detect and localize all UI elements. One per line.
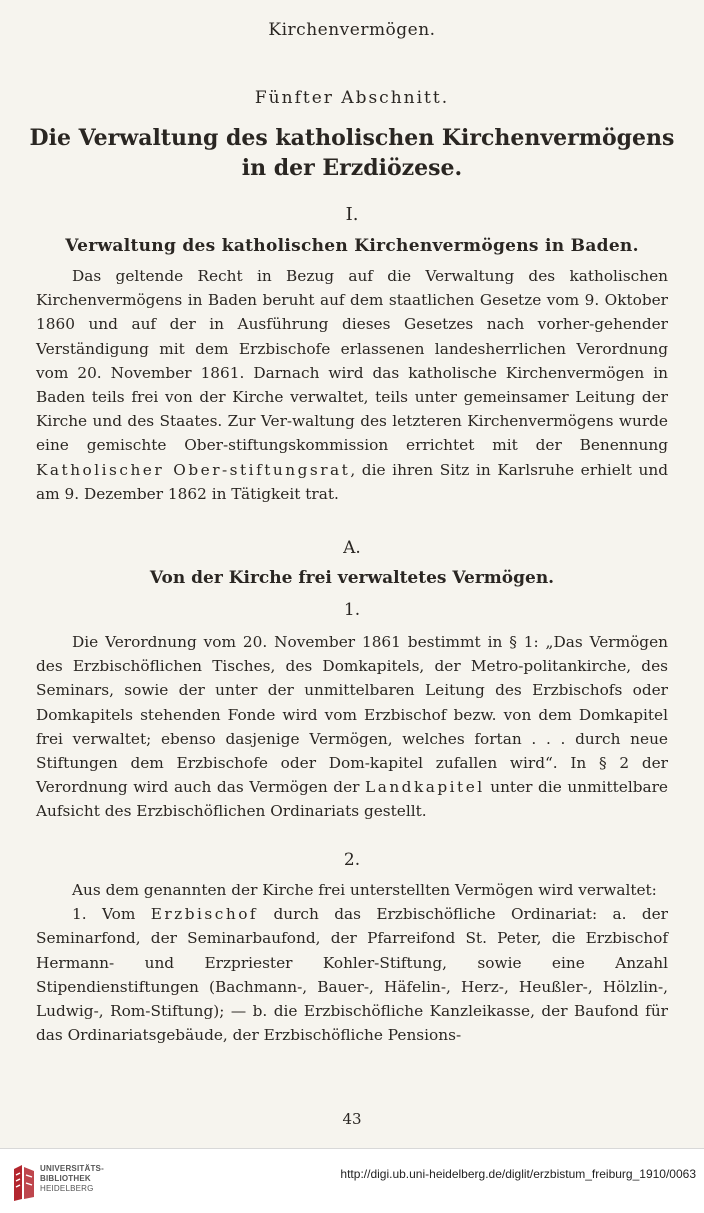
spaced-term: Erzbischof	[150, 905, 259, 924]
paragraph-1-block	[36, 630, 668, 824]
page-number: 43	[342, 1110, 362, 1128]
main-title	[0, 123, 704, 183]
footer-bar	[0, 1148, 704, 1213]
main-title-line-1: Die Verwaltung des katholischen Kirchenvermögens	[29, 125, 675, 151]
intro-paragraph: Das geltende Recht in Bezug auf die Verwaltung des katholischen Kirchenvermögens in Baden beruht auf dem staatlichen Gesetze vom 9. Oktober 1860 und auf der in Ausführung dieses Gesetzes nach vorher-gehender Verständigung mit dem Erzbischofe erlassenen landesherrlichen Verordnung vom 20. November 1861. Darnach wird das katholische Kirchenvermögen in Baden teils frei von der Kirche verwaltet, teils unter gemeinsamer Leitung der Kirche und des Staates. Zur Ver-waltung des letzteren Kirchenvermögens wurde eine gemischte Ober-stiftungskommission errichtet mit der Benennung Katholischer Ober-stiftungsrat, die ihren Sitz in Karlsruhe erhielt und am 9. Dezember 1862 in Tätigkeit trat.	[36, 267, 669, 503]
spaced-term: Katholischer Ober-stiftungsrat	[36, 460, 351, 479]
spaced-term: Landkapitel	[365, 778, 485, 797]
university-library-logo-icon	[8, 1163, 42, 1203]
section-label: Fünfter Abschnitt.	[254, 88, 450, 108]
paragraph-1: Die Verordnung vom 20. November 1861 bestimmt in § 1: „Das Vermögen des Erzbischöflichen Tisches, des Domkapitels, der Metro-politankirche, des Seminars, sowie der unter der unmittelbaren Leitung des Erzbischofs oder Domkapitels stehenden Fonde wird vom Erzbischof bezw. von dem Domkapitel frei verwaltet; ebenso dasjenige Vermögen, welches fortan . . . durch neue Stiftungen dem Erzbischofe oder Dom-kapitel zufallen wird“. In § 2 der Verordnung wird auch das Vermögen der Landkapitel unter die unmittelbare Aufsicht des Erzbischöflichen Ordinariats gestellt.	[36, 633, 668, 821]
subsection-title: Von der Kirche frei verwaltetes Vermögen.	[149, 568, 555, 588]
running-head: Kirchenvermögen.	[268, 20, 436, 40]
library-name: UNIVERSITÄTS- BIBLIOTHEK HEIDELBERG	[40, 1164, 104, 1193]
paragraph-number-1: 1.	[343, 600, 361, 620]
source-url-link[interactable]: http://digi.ub.uni-heidelberg.de/diglit/erzbistum_freiburg_1910/0063	[340, 1167, 696, 1181]
part-title: Verwaltung des katholischen Kirchenvermögens in Baden.	[65, 236, 639, 256]
paragraph-2: Aus dem genannten der Kirche frei unterstellten Vermögen wird verwaltet:	[72, 881, 657, 899]
paragraph-number-2: 2.	[343, 850, 361, 870]
main-title-line-2: in der Erzdiözese.	[241, 155, 463, 181]
paragraph-2-block	[36, 878, 668, 1047]
part-number: I.	[345, 204, 359, 225]
paragraph-3: 1. Vom Erzbischof durch das Erzbischöfliche Ordinariat: a. der Seminarfond, der Seminarbaufond, der Pfarreifond St. Peter, die Erzbischof Hermann- und Erzpriester Kohler-Stiftung, sowie eine Anzahl Stipendienstiftungen (Bachmann-, Bauer-, Häfelin-, Herz-, Heußler-, Hölzlin-, Ludwig-, Rom-Stiftung); — b. die Erzbischöfliche Kanzleikasse, der Baufond für das Ordinariatsgebäude, der Erzbischöfliche Pensions-	[36, 905, 668, 1045]
intro-paragraph-block	[36, 264, 668, 506]
subsection-letter: A.	[343, 538, 361, 558]
